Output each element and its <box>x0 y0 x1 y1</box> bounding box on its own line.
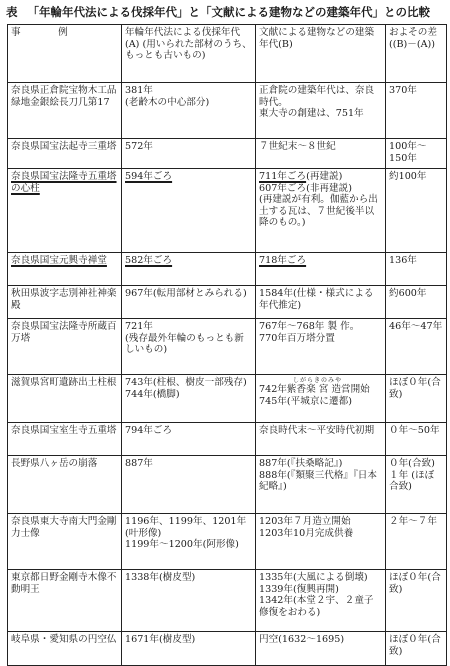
cell-example-text: 奈良県国宝法起寺三重塔 <box>11 141 117 152</box>
cell-difference-text: ０年～50年 <box>389 425 440 436</box>
cell-difference <box>386 286 447 319</box>
cell-document-date <box>256 632 386 666</box>
cell-dendro-date-text: 1196年、1199年、1201年(叶形像) 1199年～1200年(阿形像) <box>125 516 247 551</box>
table-title <box>6 4 446 20</box>
cell-dendro-date <box>122 286 256 319</box>
cell-difference-text: ほぼ０年(合致) <box>389 572 441 595</box>
cell-dendro-date <box>122 456 256 514</box>
cell-difference-text: ほぼ０年(合致) <box>389 634 441 657</box>
cell-difference <box>386 139 447 169</box>
table-row <box>8 169 447 253</box>
cell-dendro-date <box>122 570 256 632</box>
table-row <box>8 632 447 666</box>
table-row <box>8 319 447 375</box>
cell-difference-text: 370年 <box>389 85 417 96</box>
ruby-reading: しがらきのみや <box>293 377 343 384</box>
cell-document-date <box>256 375 386 423</box>
cell-document-date-text: 742年紫香楽 宮 造営開始 745年(平城京に遷都) <box>259 384 370 407</box>
cell-difference <box>386 319 447 375</box>
cell-document-date <box>256 456 386 514</box>
cell-example-text: 長野県八ヶ岳の崩落 <box>11 458 98 469</box>
cell-dendro-date <box>122 253 256 286</box>
table-label: 表 <box>6 5 18 19</box>
cell-document-date-text: 887年(『扶桑略記』) 888年(『類聚三代格』『日本紀略』) <box>259 458 377 493</box>
cell-document-date-text: 奈良時代末～平安時代初期 <box>259 425 375 436</box>
cell-dendro-date-text: 1671年(樹皮型) <box>125 634 196 645</box>
header-row <box>8 25 447 83</box>
cell-document-date-text: 円空(1632～1695) <box>259 634 345 645</box>
cell-example <box>8 83 122 139</box>
cell-document-date <box>256 286 386 319</box>
cell-dendro-date <box>122 423 256 456</box>
cell-example <box>8 423 122 456</box>
cell-document-date-text <box>259 255 306 266</box>
cell-dendro-date <box>122 632 256 666</box>
cell-dendro-date-text: 572年 <box>125 141 153 152</box>
cell-example-text: 奈良県正倉院宝物木工品 緑地金銀絵長刀几第17 <box>11 85 117 108</box>
table-row <box>8 514 447 570</box>
comparison-table <box>7 24 447 666</box>
cell-example-text: 奈良県東大寺南大門金剛力士像 <box>11 516 117 539</box>
table-row <box>8 375 447 423</box>
cell-difference <box>386 83 447 139</box>
cell-document-date-text: 767年～768年 製 作。 770年百万塔分置 <box>259 321 360 344</box>
cell-dendro-date-text: 794年ごろ <box>125 425 173 436</box>
cell-document-date <box>256 253 386 286</box>
cell-example <box>8 169 122 253</box>
cell-document-date <box>256 423 386 456</box>
cell-difference <box>386 514 447 570</box>
cell-dendro-date-text: 743年(柱根、樹皮一部残存) 744年(橋脚) <box>125 377 247 400</box>
cell-dendro-date <box>122 139 256 169</box>
cell-document-date-text: 711年ごろ(再建説) 607年ごろ(非再建説) (再建説が有利。伽藍から出土する瓦は、７世紀後半以降のもの。) <box>259 171 378 229</box>
cell-example-text: 東京都日野金剛寺木像不動明王 <box>11 572 117 595</box>
cell-example <box>8 286 122 319</box>
table-row <box>8 139 447 169</box>
cell-dendro-date-text: 887年 <box>125 458 153 469</box>
table-body <box>8 83 447 666</box>
cell-document-date <box>256 570 386 632</box>
cell-dendro-date-text: 967年(転用部材とみられる) <box>125 288 247 299</box>
cell-example <box>8 570 122 632</box>
table-row <box>8 570 447 632</box>
cell-difference <box>386 423 447 456</box>
cell-dendro-date-text: 582年ごろ <box>125 255 173 266</box>
header-document-date: 文献による建物などの建築年代(B) <box>256 25 386 83</box>
header-difference: およその差 ((B)－(A)) <box>386 25 447 83</box>
cell-difference-text: 100年～150年 <box>389 141 427 164</box>
cell-difference <box>386 253 447 286</box>
cell-document-date-text: 1584年(仕様・様式による年代推定) <box>259 288 374 311</box>
underlined-date: 718年ごろ <box>259 255 307 266</box>
cell-dendro-date <box>122 169 256 253</box>
header-dendro-date: 年輪年代法による伐採年代(A) (用いられた部材のうち、もっとも古いもの) <box>122 25 256 83</box>
cell-dendro-date-text: 721年 (残存最外年輪のもっとも新しいもの) <box>125 321 244 356</box>
cell-dendro-date <box>122 375 256 423</box>
cell-document-date <box>256 139 386 169</box>
underlined-date: 711年ごろ <box>259 171 307 182</box>
cell-document-date <box>256 319 386 375</box>
cell-difference-text: 46年～47年 <box>389 321 443 332</box>
cell-dendro-date <box>122 319 256 375</box>
cell-difference-text: ほぼ０年(合致) <box>389 377 441 400</box>
cell-example <box>8 139 122 169</box>
cell-example <box>8 319 122 375</box>
cell-difference <box>386 169 447 253</box>
cell-document-date <box>256 83 386 139</box>
cell-example <box>8 456 122 514</box>
cell-difference <box>386 456 447 514</box>
cell-document-date <box>256 514 386 570</box>
table-row <box>8 286 447 319</box>
cell-example-text: 秋田県波字志別神社神楽殿 <box>11 288 117 311</box>
table-row <box>8 253 447 286</box>
table-caption: 「年輪年代法による伐採年代」と「文献による建物などの建築年代」との比較 <box>27 5 430 19</box>
cell-document-date-text: 1335年(大風による倒壊) 1339年(復興再開) 1342年(本堂２宇、２童子修復をおわる) <box>259 572 374 618</box>
cell-document-date-text: ７世紀末～８世紀 <box>259 141 336 152</box>
cell-difference-text: 約100年 <box>389 171 427 182</box>
cell-difference-text: ２年～７年 <box>389 516 437 527</box>
cell-dendro-date-text: 594年ごろ <box>125 171 173 182</box>
cell-difference-text: ０年(合致) １年 (ほぼ合致) <box>389 458 435 493</box>
cell-example <box>8 632 122 666</box>
cell-document-date-text: 正倉院の建築年代は、奈良時代。 東大寺の創建は、751年 <box>259 85 375 120</box>
cell-example-text: 滋賀県宮町遺跡出土柱根 <box>11 377 117 388</box>
table-row <box>8 456 447 514</box>
cell-example-text: 奈良県国宝法隆寺所蔵百万塔 <box>11 321 117 344</box>
cell-document-date-text: 1203年７月造立開始 1203年10月完成供養 <box>259 516 354 539</box>
cell-difference <box>386 632 447 666</box>
cell-difference-text: 約600年 <box>389 288 427 299</box>
cell-example <box>8 253 122 286</box>
cell-dendro-date <box>122 514 256 570</box>
table-row <box>8 423 447 456</box>
table-row <box>8 83 447 139</box>
cell-dendro-date-text: 381年 (老齢木の中心部分) <box>125 85 210 108</box>
cell-difference-text: 136年 <box>389 255 417 266</box>
cell-example-text: 奈良県国宝法隆寺五重塔の心柱 <box>11 171 117 194</box>
cell-difference <box>386 375 447 423</box>
cell-dendro-date-text: 1338年(樹皮型) <box>125 572 196 583</box>
cell-example <box>8 514 122 570</box>
cell-example-text: 奈良県国宝室生寺五重塔 <box>11 425 117 436</box>
cell-document-date <box>256 169 386 253</box>
header-example: 事 例 <box>8 25 122 83</box>
cell-example-text: 奈良県国宝元興寺禅堂 <box>11 255 107 266</box>
cell-difference <box>386 570 447 632</box>
cell-example-text: 岐阜県・愛知県の円空仏 <box>11 634 117 645</box>
cell-example <box>8 375 122 423</box>
cell-dendro-date <box>122 83 256 139</box>
